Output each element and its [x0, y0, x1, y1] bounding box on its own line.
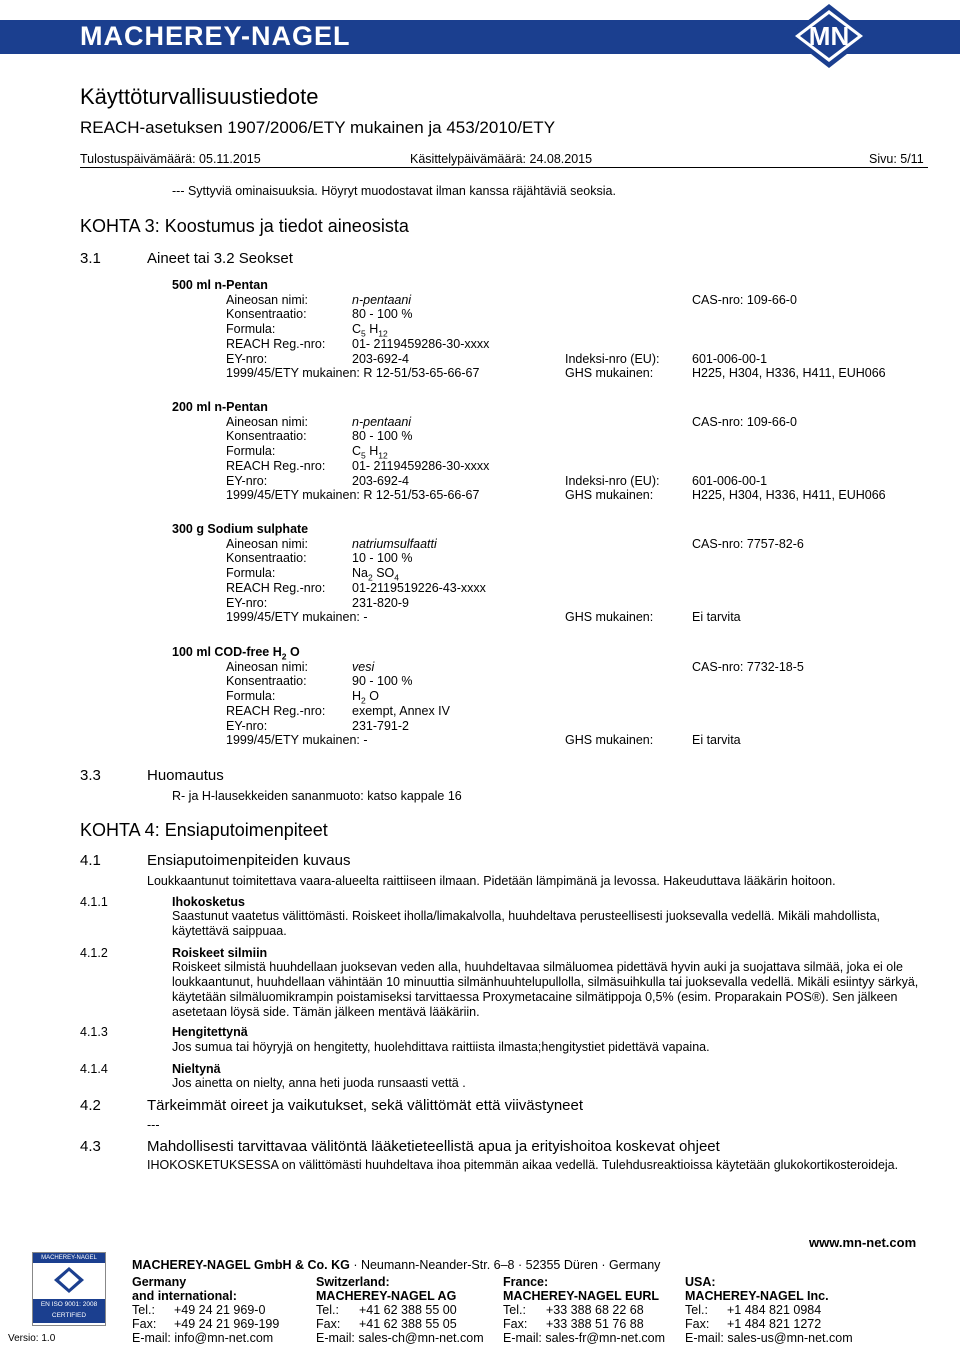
item-title: Hengitettynä: [172, 1025, 248, 1039]
tel-label: Tel.:: [132, 1303, 155, 1317]
formula-part: H: [352, 689, 362, 704]
item-text: Jos ainetta on nielty, anna heti juoda runsaasti vettä .: [172, 1076, 466, 1090]
tel-label: Tel.:: [316, 1303, 339, 1317]
directive-classification: [226, 366, 479, 380]
email-value[interactable]: sales-ch@mn-net.com: [358, 1331, 484, 1345]
label-reach: REACH Reg.-nro:: [226, 703, 326, 718]
component-name: natriumsulfaatti: [352, 536, 437, 551]
footer-column-subheading: MACHEREY-NAGEL Inc.: [685, 1289, 829, 1303]
item-number: 4.1.4: [80, 1062, 108, 1076]
section4-title: KOHTA 4: Ensiaputoimenpiteet: [80, 820, 328, 840]
formula-part: 12: [378, 328, 388, 339]
section33-title: Huomautus: [147, 767, 224, 784]
label-concentration: Konsentraatio:: [226, 429, 307, 444]
component-name: vesi: [352, 659, 375, 674]
component-heading: 200 ml n-Pentan: [172, 400, 268, 414]
item-text: Roiskeet silmistä huuhdellaan juoksevan veden alla, huuhdeltavaa silmäluomea pidettävä hyvin auki ja suojattava silmää, joka ei ole loukkaantunut, huuhdellaan vähintään 10 minuuttia silmänhuuhtelupullolla, silmäsuihkulla tai juoksevalla vedellä. Mikäli esiintyy särkyä, käytetään silmäluomikrampin poistamiseksi tarvittaessa Proxymetacaine silmätippoja 0,5% (esim. Proparakain POS®). Sen jälkeen asetetaan löysä side. Tämän jälkeen mentävä lääkäriin.: [172, 960, 919, 1019]
index-number: 601-006-00-1: [692, 351, 768, 366]
print-date: Tulostuspäivämäärä: 05.11.2015: [80, 152, 261, 166]
fax-value: +1 484 821 1272: [727, 1317, 822, 1331]
label-ec: EY-nro:: [226, 473, 268, 488]
fax-label: Fax:: [685, 1317, 710, 1331]
reach-number: 01- 2119459286-30-xxxx: [352, 336, 490, 351]
item-text: Saastunut vaatetus välittömästi. Roiskeet iholla/limakalvolla, huuhdeltava perusteellisesti juoksevalla vedellä. Mikäli mahdollista, käytettävä saippuaa.: [172, 909, 881, 938]
email-value[interactable]: sales-us@mn-net.com: [727, 1331, 853, 1345]
section42-title: Tärkeimmät oireet ja vaikutukset, sekä välittömät että viivästyneet: [147, 1097, 584, 1114]
concentration-value: 80 - 100 %: [352, 307, 413, 322]
mn-logo-icon: [786, 2, 872, 70]
label-name: Aineosan nimi:: [226, 414, 308, 429]
formula-part: H: [365, 322, 379, 337]
directive-classification: [226, 488, 479, 502]
cas-number: CAS-nro: 109-66-0: [692, 292, 797, 307]
footer-address-line: [132, 1258, 660, 1272]
ghs-value: Ei tarvita: [692, 733, 741, 748]
label-directive: 1999/45/ETY mukainen:: [226, 610, 360, 625]
concentration-value: 80 - 100 %: [352, 429, 413, 444]
section43-number: 4.3: [80, 1138, 101, 1155]
section43-title: Mahdollisesti tarvittavaa välitöntä lääketieteellistä apua ja erityishoitoa koskevat ohjeet: [147, 1138, 720, 1155]
label-ec: EY-nro:: [226, 351, 268, 366]
heading-text: 100 ml COD-free H: [172, 645, 282, 659]
ghs-value: H225, H304, H336, H411, EUH066: [692, 366, 886, 381]
item-number: 4.1.2: [80, 946, 108, 960]
company-address: · Neumann-Neander-Str. 6–8 · 52355 Düren · Germany: [349, 1258, 661, 1272]
label-ghs: GHS mukainen:: [565, 733, 654, 748]
cert-certified: CERTIFIED: [51, 1312, 87, 1319]
document-subtitle: REACH-asetuksen 1907/2006/ETY mukainen ja 453/2010/ETY: [80, 118, 556, 137]
label-directive: 1999/45/ETY mukainen:: [226, 488, 360, 503]
section31-title: Aineet tai 3.2 Seokset: [147, 250, 293, 267]
directive-value: -: [363, 610, 368, 625]
fax-label: Fax:: [503, 1317, 528, 1331]
heading-subscript: 2: [281, 651, 287, 662]
email-line: [503, 1331, 665, 1345]
directive-classification: [226, 610, 368, 624]
label-name: Aineosan nimi:: [226, 659, 308, 674]
component-name: n-pentaani: [352, 292, 412, 307]
brand-name: MACHEREY-NAGEL: [80, 21, 351, 51]
item-number: 4.1.3: [80, 1025, 108, 1039]
email-line: [685, 1331, 853, 1345]
component-name: n-pentaani: [352, 414, 412, 429]
label-formula: Formula:: [226, 444, 276, 459]
fax-value: +41 62 388 55 05: [359, 1317, 457, 1331]
directive-value: R 12-51/53-65-66-67: [363, 366, 480, 381]
mn-small-logo-icon: [53, 1266, 85, 1294]
label-concentration: Konsentraatio:: [226, 551, 307, 566]
header-divider: [80, 167, 928, 168]
footer-column-subheading: MACHEREY-NAGEL AG: [316, 1289, 457, 1303]
formula-part: H: [365, 444, 379, 459]
component-heading: 500 ml n-Pentan: [172, 278, 268, 292]
ec-number: 231-820-9: [352, 595, 409, 610]
ec-number: 203-692-4: [352, 351, 409, 366]
formula-part: 2: [367, 572, 373, 583]
label-directive: 1999/45/ETY mukainen:: [226, 733, 360, 748]
email-line: [132, 1331, 273, 1345]
ghs-value: H225, H304, H336, H411, EUH066: [692, 488, 886, 503]
intro-line: --- Syttyviä ominaisuuksia. Höyryt muodostavat ilman kanssa räjähtäviä seoksia.: [172, 184, 616, 198]
footer-column-subheading: MACHEREY-NAGEL EURL: [503, 1289, 660, 1303]
label-formula: Formula:: [226, 566, 276, 581]
item-number: 4.1.1: [80, 895, 108, 909]
email-value[interactable]: info@mn-net.com: [174, 1331, 274, 1345]
label-reach: REACH Reg.-nro:: [226, 580, 326, 595]
formula-part: 5: [361, 328, 366, 339]
directive-value: -: [363, 733, 368, 748]
section31-number: 3.1: [80, 250, 101, 267]
reach-number: exempt, Annex IV: [352, 703, 450, 718]
footer-column-heading: France:: [503, 1275, 549, 1289]
formula-part: C: [352, 444, 362, 459]
tel-value: +1 484 821 0984: [727, 1303, 822, 1317]
footer-column-heading: Germany: [132, 1275, 187, 1289]
index-number: 601-006-00-1: [692, 473, 768, 488]
item-title: Roiskeet silmiin: [172, 946, 268, 960]
footer-column-subheading: and international:: [132, 1289, 237, 1303]
label-ec: EY-nro:: [226, 595, 268, 610]
label-ec: EY-nro:: [226, 718, 268, 733]
label-name: Aineosan nimi:: [226, 292, 308, 307]
cert-brand: MACHEREY-NAGEL: [33, 1253, 105, 1263]
label-concentration: Konsentraatio:: [226, 307, 307, 322]
label-directive: 1999/45/ETY mukainen:: [226, 366, 360, 381]
formula-part: 12: [378, 450, 388, 461]
fax-label: Fax:: [132, 1317, 157, 1331]
footer-column-heading: USA:: [685, 1275, 716, 1289]
label-formula: Formula:: [226, 322, 276, 337]
email-label: E-mail:: [685, 1331, 724, 1345]
reach-number: 01- 2119459286-30-xxxx: [352, 458, 490, 473]
cas-number: CAS-nro: 109-66-0: [692, 414, 797, 429]
tel-label: Tel.:: [685, 1303, 708, 1317]
fax-label: Fax:: [316, 1317, 341, 1331]
cert-standard: EN ISO 9001: 2008: [40, 1301, 98, 1308]
email-label: E-mail:: [132, 1331, 171, 1345]
header-banner: [0, 0, 960, 70]
heading-text: O: [286, 645, 300, 659]
item-title: Nieltynä: [172, 1062, 221, 1076]
document-title: Käyttöturvallisuustiedote: [80, 84, 319, 109]
formula-part: C: [352, 322, 362, 337]
label-ghs: GHS mukainen:: [565, 366, 654, 381]
formula-part: Na: [352, 566, 368, 581]
fax-value: +49 24 21 969-199: [174, 1317, 280, 1331]
section33-note: R- ja H-lausekkeiden sananmuoto: katso kappale 16: [172, 789, 462, 803]
label-reach: REACH Reg.-nro:: [226, 458, 326, 473]
label-index: Indeksi-nro (EU):: [565, 473, 660, 488]
label-reach: REACH Reg.-nro:: [226, 336, 326, 351]
cert-label: [33, 1299, 105, 1323]
section41-number: 4.1: [80, 852, 101, 869]
edit-date: Käsittelypäivämäärä: 24.08.2015: [410, 152, 593, 166]
section33-number: 3.3: [80, 767, 101, 784]
cas-number: CAS-nro: 7732-18-5: [692, 659, 804, 674]
tel-label: Tel.:: [503, 1303, 526, 1317]
ec-number: 203-692-4: [352, 473, 409, 488]
label-ghs: GHS mukainen:: [565, 488, 654, 503]
reach-number: 01-2119519226-43-xxxx: [352, 580, 486, 595]
formula-part: SO: [372, 566, 395, 581]
tel-value: +49 24 21 969-0: [174, 1303, 266, 1317]
page-number: Sivu: 5/11: [869, 152, 924, 166]
ec-number: 231-791-2: [352, 718, 409, 733]
item-title: Ihokosketus: [172, 895, 245, 909]
version-label: Versio: 1.0: [8, 1333, 56, 1344]
tel-value: +33 388 68 22 68: [546, 1303, 644, 1317]
email-label: E-mail:: [316, 1331, 355, 1345]
concentration-value: 90 - 100 %: [352, 674, 413, 689]
label-formula: Formula:: [226, 689, 276, 704]
label-ghs: GHS mukainen:: [565, 610, 654, 625]
website: www.mn-net.com: [809, 1235, 917, 1250]
email-label: E-mail:: [503, 1331, 542, 1345]
formula-part: 2: [361, 695, 366, 706]
concentration-value: 10 - 100 %: [352, 551, 413, 566]
email-line: [316, 1331, 484, 1345]
ghs-value: Ei tarvita: [692, 610, 741, 625]
fax-value: +33 388 51 76 88: [546, 1317, 644, 1331]
section43-text: IHOKOSKETUKSESSA on välittömästi huuhdeltava ihoa pitemmän aikaa vedellä. Tulehdusreaktioissa käytetään glukokortikosteroideja.: [147, 1158, 899, 1172]
section3-title: KOHTA 3: Koostumus ja tiedot aineosista: [80, 216, 409, 236]
item-text: Jos sumua tai höyryjä on hengitetty, huolehdittava raittiista ilmasta;hengitystiet pidettävä vapaina.: [172, 1040, 710, 1054]
label-name: Aineosan nimi:: [226, 536, 308, 551]
formula-part: O: [365, 689, 379, 704]
section42-number: 4.2: [80, 1097, 101, 1114]
directive-value: R 12-51/53-65-66-67: [363, 488, 480, 503]
formula-part: 4: [394, 572, 399, 583]
company-name: MACHEREY-NAGEL GmbH & Co. KG: [132, 1258, 350, 1272]
cas-number: CAS-nro: 7757-82-6: [692, 536, 804, 551]
logo-text: MN: [808, 21, 850, 51]
formula-part: 5: [361, 450, 366, 461]
iso-certificate-badge: [32, 1252, 106, 1326]
section42-text: ---: [147, 1118, 160, 1132]
component-heading: 300 g Sodium sulphate: [172, 522, 309, 536]
section41-text: Loukkaantunut toimitettava vaara-alueelta raittiiseen ilmaan. Pidetään lämpimänä ja levossa. Hakeuduttava lääkärin hoitoon.: [147, 874, 836, 888]
label-index: Indeksi-nro (EU):: [565, 351, 660, 366]
tel-value: +41 62 388 55 00: [359, 1303, 457, 1317]
directive-classification: [226, 733, 368, 747]
email-value[interactable]: sales-fr@mn-net.com: [545, 1331, 666, 1345]
section41-title: Ensiaputoimenpiteiden kuvaus: [147, 852, 351, 869]
footer-column-heading: Switzerland:: [316, 1275, 390, 1289]
label-concentration: Konsentraatio:: [226, 674, 307, 689]
